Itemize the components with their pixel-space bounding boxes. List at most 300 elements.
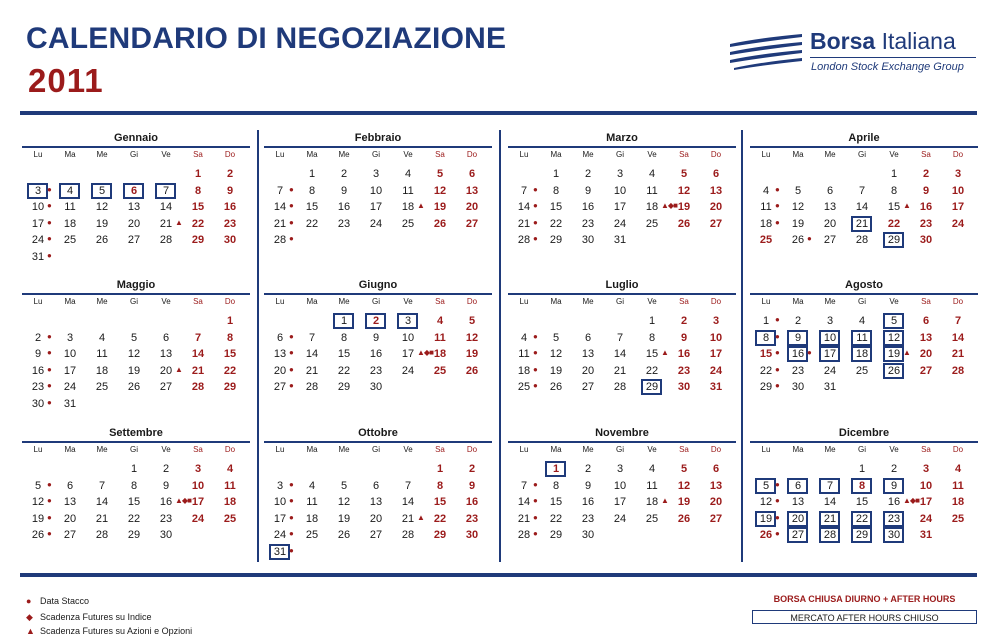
day-cell <box>360 330 392 346</box>
day-number: 9 <box>922 184 930 197</box>
day-cell <box>264 478 296 494</box>
day-number: 20 <box>465 201 479 214</box>
event-marker-icon: ● <box>775 315 779 324</box>
event-marker-icon: ● <box>775 512 779 522</box>
event-marker-icon: ● <box>289 529 293 539</box>
day-number: 24 <box>823 364 837 377</box>
day-cell <box>150 199 182 215</box>
weekday-label: Ve <box>647 150 657 159</box>
day-cell <box>328 494 360 510</box>
day-number: 12 <box>677 479 691 492</box>
day-number: 23 <box>791 364 805 377</box>
day-cell <box>814 511 846 527</box>
day-number: 6 <box>276 331 284 344</box>
day-number: 6 <box>468 168 476 180</box>
event-marker-icon: ▲ <box>661 348 668 358</box>
day-number: 18 <box>759 217 773 230</box>
day-number: 13 <box>273 348 287 361</box>
weekday-label: Lu <box>33 445 43 454</box>
day-number: 21 <box>305 364 319 377</box>
weekday-label: Do <box>952 297 964 306</box>
day-cell <box>86 478 118 494</box>
day-cell <box>360 478 392 494</box>
month-name: Giugno <box>358 279 398 291</box>
weekday-label: Lu <box>275 150 285 159</box>
day-cell <box>636 313 668 329</box>
day-number: 10 <box>401 331 415 344</box>
day-number: 30 <box>581 234 595 247</box>
weekday-label: Gi <box>372 445 380 454</box>
day-number: 12 <box>31 496 45 509</box>
day-number: 2 <box>890 463 898 475</box>
day-number: 17 <box>709 348 723 361</box>
day-cell <box>264 511 296 527</box>
day-cell <box>572 183 604 199</box>
day-number: 1 <box>340 315 348 327</box>
day-number: 7 <box>404 479 412 492</box>
day-cell <box>668 461 700 477</box>
month-name: Ottobre <box>358 427 398 439</box>
day-number: 19 <box>433 201 447 214</box>
weekday-label: Sa <box>679 297 689 306</box>
day-cell <box>456 346 488 362</box>
weekday-label: Ve <box>403 297 413 306</box>
day-cell <box>150 346 182 362</box>
day-cell <box>118 527 150 543</box>
day-number: 20 <box>709 201 723 214</box>
day-cell <box>604 478 636 494</box>
day-cell <box>572 527 604 543</box>
day-cell <box>264 527 296 543</box>
day-number: 29 <box>127 529 141 542</box>
day-number: 20 <box>709 496 723 509</box>
day-number: 4 <box>520 331 528 344</box>
day-cell <box>540 346 572 362</box>
day-cell <box>456 527 488 543</box>
event-marker-icon: ● <box>289 479 293 489</box>
day-number: 5 <box>436 168 444 180</box>
day-number: 4 <box>648 463 656 475</box>
day-cell <box>846 511 878 527</box>
day-cell <box>22 199 54 215</box>
day-cell <box>540 232 572 248</box>
day-number: 5 <box>552 331 560 344</box>
day-number: 21 <box>191 364 205 377</box>
day-number: 31 <box>613 234 627 247</box>
month-underline <box>22 293 250 295</box>
day-number: 20 <box>823 217 837 230</box>
day-cell <box>814 183 846 199</box>
weekday-label: Do <box>952 445 964 454</box>
day-number: 13 <box>581 348 595 361</box>
weekday-label: Gi <box>130 297 138 306</box>
day-cell <box>214 330 246 346</box>
event-marker-icon: ● <box>533 529 537 539</box>
day-number: 16 <box>791 348 805 361</box>
day-cell <box>86 199 118 215</box>
day-cell <box>296 478 328 494</box>
day-number: 1 <box>194 168 202 180</box>
day-cell <box>942 183 974 199</box>
day-cell <box>360 199 392 215</box>
day-number: 22 <box>223 364 237 377</box>
day-cell <box>942 494 974 510</box>
day-cell <box>86 330 118 346</box>
day-number: 24 <box>709 364 723 377</box>
month-agosto <box>750 279 978 419</box>
day-number: 6 <box>826 184 834 197</box>
day-number: 29 <box>549 529 563 542</box>
day-cell <box>456 363 488 379</box>
day-cell <box>328 183 360 199</box>
month-underline <box>264 441 492 443</box>
day-number: 22 <box>759 364 773 377</box>
day-cell <box>636 199 677 215</box>
day-cell <box>508 511 540 527</box>
day-number: 14 <box>95 496 109 509</box>
day-number: 8 <box>648 331 656 344</box>
day-cell <box>942 199 974 215</box>
day-number: 25 <box>95 381 109 394</box>
day-cell <box>814 216 846 232</box>
day-number: 17 <box>823 348 837 361</box>
day-cell <box>424 511 456 527</box>
day-cell <box>750 527 782 543</box>
day-number: 27 <box>63 529 77 542</box>
event-marker-icon: ● <box>289 201 293 211</box>
day-cell <box>182 232 214 248</box>
day-number: 18 <box>95 364 109 377</box>
event-marker-icon: ● <box>775 381 779 391</box>
event-marker-icon: ● <box>533 184 537 194</box>
day-number: 15 <box>337 348 351 361</box>
day-number: 10 <box>613 479 627 492</box>
day-cell <box>22 511 54 527</box>
day-number: 16 <box>677 348 691 361</box>
day-number: 13 <box>709 184 723 197</box>
day-number: 9 <box>890 479 898 492</box>
day-cell <box>328 199 360 215</box>
day-number: 5 <box>680 168 688 180</box>
day-number: 7 <box>98 479 106 492</box>
weekday-label: Me <box>824 297 836 306</box>
day-number: 5 <box>762 479 770 492</box>
day-cell <box>54 330 86 346</box>
weekday-label: Me <box>582 150 594 159</box>
day-number: 8 <box>890 184 898 197</box>
day-number: 9 <box>794 331 802 344</box>
weekday-label: Lu <box>761 150 771 159</box>
day-number: 13 <box>63 496 77 509</box>
day-number: 11 <box>96 348 108 361</box>
day-number: 7 <box>194 331 202 344</box>
day-cell <box>456 511 488 527</box>
day-cell <box>572 166 604 182</box>
event-marker-icon: ● <box>289 496 293 506</box>
month-underline <box>264 146 492 148</box>
day-number: 16 <box>887 496 901 509</box>
day-number: 21 <box>517 217 531 230</box>
day-number: 26 <box>677 512 691 525</box>
day-number: 6 <box>794 479 802 492</box>
day-cell <box>540 379 572 395</box>
day-number: 11 <box>952 479 964 492</box>
weekday-label: Me <box>582 445 594 454</box>
day-number: 17 <box>273 512 287 525</box>
day-cell <box>118 461 150 477</box>
day-number: 11 <box>224 479 236 492</box>
day-number: 21 <box>95 512 109 525</box>
day-number: 19 <box>677 496 691 509</box>
day-cell <box>878 199 910 215</box>
day-cell <box>54 183 86 199</box>
weekday-label: Lu <box>33 297 43 306</box>
day-cell <box>508 346 540 362</box>
day-cell <box>54 511 86 527</box>
day-cell <box>540 216 572 232</box>
weekday-label: Do <box>466 445 478 454</box>
day-number: 11 <box>434 331 446 344</box>
legend-item-futures-azioni: ▲ Scadenza Futures su Azioni e Opzioni <box>26 626 193 636</box>
day-number: 24 <box>191 512 205 525</box>
day-number: 10 <box>823 331 837 344</box>
day-number: 19 <box>887 348 901 361</box>
day-cell <box>636 511 668 527</box>
day-cell <box>150 379 182 395</box>
day-number: 24 <box>401 364 415 377</box>
month-name: Dicembre <box>838 427 890 439</box>
day-number: 18 <box>855 348 869 361</box>
day-number: 10 <box>613 184 627 197</box>
day-cell <box>814 478 846 494</box>
day-cell <box>264 494 296 510</box>
day-number: 3 <box>404 315 412 327</box>
day-number: 1 <box>552 168 560 180</box>
weekday-label: Ma <box>64 297 76 306</box>
month-febbraio <box>264 132 492 272</box>
day-cell <box>814 527 846 543</box>
day-number: 18 <box>951 496 965 509</box>
day-cell <box>750 494 782 510</box>
day-cell <box>296 199 328 215</box>
day-cell <box>878 330 910 346</box>
day-cell <box>150 216 182 232</box>
day-cell <box>392 313 424 329</box>
day-cell <box>540 461 572 477</box>
day-cell <box>700 379 732 395</box>
day-number: 22 <box>855 512 869 525</box>
day-number: 28 <box>95 529 109 542</box>
day-number: 3 <box>66 331 74 344</box>
day-number: 6 <box>162 331 170 344</box>
day-number: 22 <box>549 217 563 230</box>
day-number: 27 <box>369 529 383 542</box>
day-number: 26 <box>791 234 805 247</box>
day-number: 19 <box>95 217 109 230</box>
day-cell <box>214 346 246 362</box>
day-number: 18 <box>645 201 659 214</box>
day-cell <box>604 183 636 199</box>
day-cell <box>604 494 636 510</box>
day-cell <box>182 330 214 346</box>
legend-item-futures-indice: ◆ Scadenza Futures su Indice <box>26 612 152 622</box>
day-cell <box>360 166 392 182</box>
day-number: 16 <box>581 201 595 214</box>
day-number: 31 <box>31 251 45 263</box>
day-number: 29 <box>645 381 659 394</box>
day-number: 30 <box>887 529 901 542</box>
month-underline <box>264 293 492 295</box>
legend-item-data-stacco: ● Data Stacco <box>26 596 90 606</box>
day-number: 19 <box>465 348 479 361</box>
day-cell <box>700 461 732 477</box>
weekday-label: Ve <box>161 445 171 454</box>
event-marker-icon: ▲ <box>903 201 910 211</box>
event-marker-icon: ● <box>47 234 51 244</box>
day-cell <box>360 183 392 199</box>
day-cell <box>668 379 700 395</box>
day-cell <box>636 363 668 379</box>
day-cell <box>846 363 878 379</box>
month-name: Aprile <box>848 132 880 144</box>
month-giugno <box>264 279 492 419</box>
weekday-label: Me <box>96 150 108 159</box>
day-number: 17 <box>951 201 965 214</box>
day-cell <box>572 379 604 395</box>
day-number: 8 <box>340 331 348 344</box>
page-title: CALENDARIO DI NEGOZIAZIONE <box>26 22 507 55</box>
day-number: 23 <box>581 512 595 525</box>
day-cell <box>750 363 782 379</box>
day-number: 20 <box>127 217 141 230</box>
day-number: 15 <box>127 496 141 509</box>
day-cell <box>86 232 118 248</box>
day-number: 8 <box>308 184 316 197</box>
day-cell <box>910 313 942 329</box>
day-number: 21 <box>823 512 837 525</box>
month-underline <box>508 293 736 295</box>
day-cell <box>264 544 296 560</box>
day-number: 21 <box>855 217 869 230</box>
day-number: 6 <box>584 331 592 344</box>
day-number: 13 <box>709 479 723 492</box>
day-number: 16 <box>369 348 383 361</box>
weekday-label: Lu <box>761 297 771 306</box>
day-cell <box>118 346 150 362</box>
event-marker-icon: ● <box>47 479 51 489</box>
day-cell <box>150 478 182 494</box>
day-number: 12 <box>791 201 805 214</box>
day-cell <box>942 478 974 494</box>
day-cell <box>54 379 86 395</box>
weekday-label: Me <box>338 297 350 306</box>
day-cell <box>668 478 700 494</box>
day-cell <box>214 363 246 379</box>
day-cell <box>750 199 782 215</box>
day-number: 3 <box>34 184 42 197</box>
day-number: 4 <box>954 463 962 475</box>
day-number: 9 <box>226 184 234 197</box>
day-number: 11 <box>646 479 658 492</box>
day-number: 26 <box>887 364 901 377</box>
day-cell <box>668 166 700 182</box>
weekday-label: Ve <box>647 445 657 454</box>
day-number: 12 <box>433 184 447 197</box>
day-cell <box>22 363 54 379</box>
day-cell <box>456 166 488 182</box>
month-name: Maggio <box>116 279 156 291</box>
day-cell <box>456 183 488 199</box>
day-number: 30 <box>791 381 805 394</box>
day-cell <box>424 199 456 215</box>
event-marker-icon: ● <box>47 398 51 407</box>
day-number: 4 <box>404 168 412 180</box>
day-cell <box>86 494 118 510</box>
day-number: 28 <box>951 364 965 377</box>
day-number: 10 <box>191 479 205 492</box>
day-number: 12 <box>127 348 141 361</box>
day-number: 16 <box>223 201 237 214</box>
day-cell <box>846 461 878 477</box>
day-number: 12 <box>337 496 351 509</box>
weekday-label: Sa <box>193 150 203 159</box>
weekday-label: Sa <box>193 445 203 454</box>
day-cell <box>508 478 540 494</box>
month-name: Luglio <box>605 279 639 291</box>
event-marker-icon: ● <box>775 201 779 211</box>
event-marker-icon: ● <box>533 381 537 391</box>
weekday-label: Sa <box>193 297 203 306</box>
day-number: 3 <box>194 463 202 475</box>
day-number: 20 <box>369 512 383 525</box>
day-number: 9 <box>468 479 476 492</box>
month-underline <box>508 441 736 443</box>
day-number: 14 <box>273 201 287 214</box>
day-number: 26 <box>549 381 563 394</box>
day-cell <box>214 379 246 395</box>
day-cell <box>942 511 974 527</box>
event-marker-icon: ● <box>289 331 293 341</box>
day-cell <box>214 461 246 477</box>
day-cell <box>636 494 668 510</box>
day-number: 2 <box>794 315 802 327</box>
day-cell <box>22 249 54 265</box>
day-number: 11 <box>518 348 530 361</box>
day-number: 15 <box>549 496 563 509</box>
day-number: 3 <box>372 168 380 180</box>
event-marker-icon: ● <box>775 364 779 374</box>
day-cell <box>604 199 636 215</box>
day-number: 21 <box>613 364 627 377</box>
day-number: 12 <box>465 331 479 344</box>
day-cell <box>814 346 846 362</box>
day-cell <box>150 183 182 199</box>
day-number: 14 <box>823 496 837 509</box>
day-cell <box>750 511 782 527</box>
event-marker-icon: ▲ <box>903 348 910 358</box>
day-cell <box>540 166 572 182</box>
day-number: 28 <box>517 529 531 542</box>
day-cell <box>782 216 814 232</box>
day-number: 1 <box>552 463 560 475</box>
header-rule <box>20 111 977 115</box>
day-cell <box>782 494 814 510</box>
day-cell <box>540 183 572 199</box>
day-number: 25 <box>855 364 869 377</box>
day-number: 25 <box>63 234 77 247</box>
weekday-label: Me <box>338 445 350 454</box>
day-cell <box>878 478 910 494</box>
